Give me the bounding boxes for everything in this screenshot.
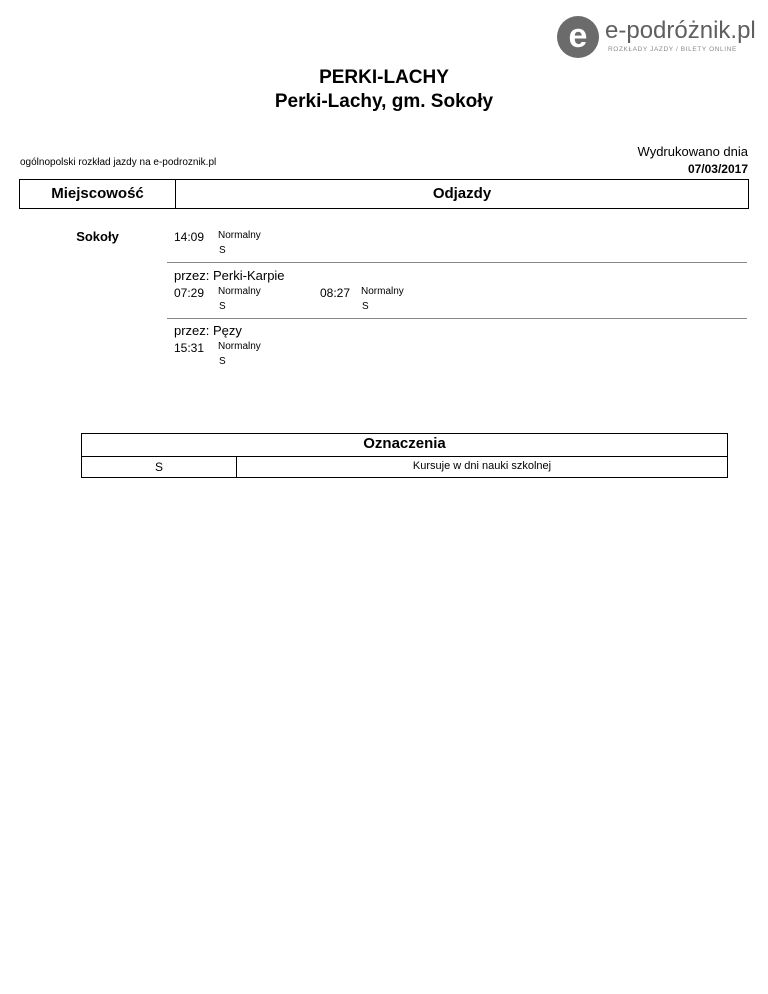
- legend-divider: [82, 456, 727, 457]
- group-divider: [167, 318, 747, 319]
- column-header-departures: Odjazdy: [432, 185, 492, 202]
- departure-time: 15:31: [174, 341, 205, 355]
- group-divider: [167, 262, 747, 263]
- page-title: PERKI-LACHY: [319, 67, 449, 88]
- page-subtitle: Perki-Lachy, gm. Sokoły: [274, 91, 494, 112]
- legend-title: Oznaczenia: [363, 435, 446, 452]
- legend-table: [81, 433, 728, 478]
- departure-type: Normalny: [218, 230, 261, 241]
- legend-description: Kursuje w dni nauki szkolnej: [412, 460, 552, 472]
- departure-time: 07:29: [174, 286, 205, 300]
- source-note: ogólnopolski rozkład jazdy na e-podroznik.pl: [20, 157, 217, 168]
- printed-label: Wydrukowano dnia: [637, 144, 748, 159]
- departure-mark: S: [362, 301, 369, 312]
- departure-mark: S: [219, 356, 226, 367]
- printed-date: 07/03/2017: [687, 162, 748, 176]
- departure-type: Normalny: [218, 286, 261, 297]
- logo-name: e-podróżnik.pl: [605, 17, 756, 44]
- departure-mark: S: [219, 301, 226, 312]
- logo-tagline: ROZKŁADY JAZDY / BILETY ONLINE: [608, 46, 737, 53]
- via-label: przez: Pęzy: [174, 323, 242, 338]
- destination-name: Sokoły: [76, 229, 119, 244]
- departure-type: Normalny: [361, 286, 404, 297]
- column-header-location: Miejscowość: [51, 185, 144, 202]
- e-podroznik-logo: [557, 16, 757, 60]
- departure-type: Normalny: [218, 341, 261, 352]
- via-label: przez: Perki-Karpie: [174, 268, 285, 283]
- legend-symbol: S: [154, 460, 163, 474]
- departure-mark: S: [219, 245, 226, 256]
- departure-time: 14:09: [174, 230, 205, 244]
- logo-e-icon: e: [557, 16, 599, 58]
- departure-time: 08:27: [320, 286, 351, 300]
- timetable-header: [19, 179, 749, 209]
